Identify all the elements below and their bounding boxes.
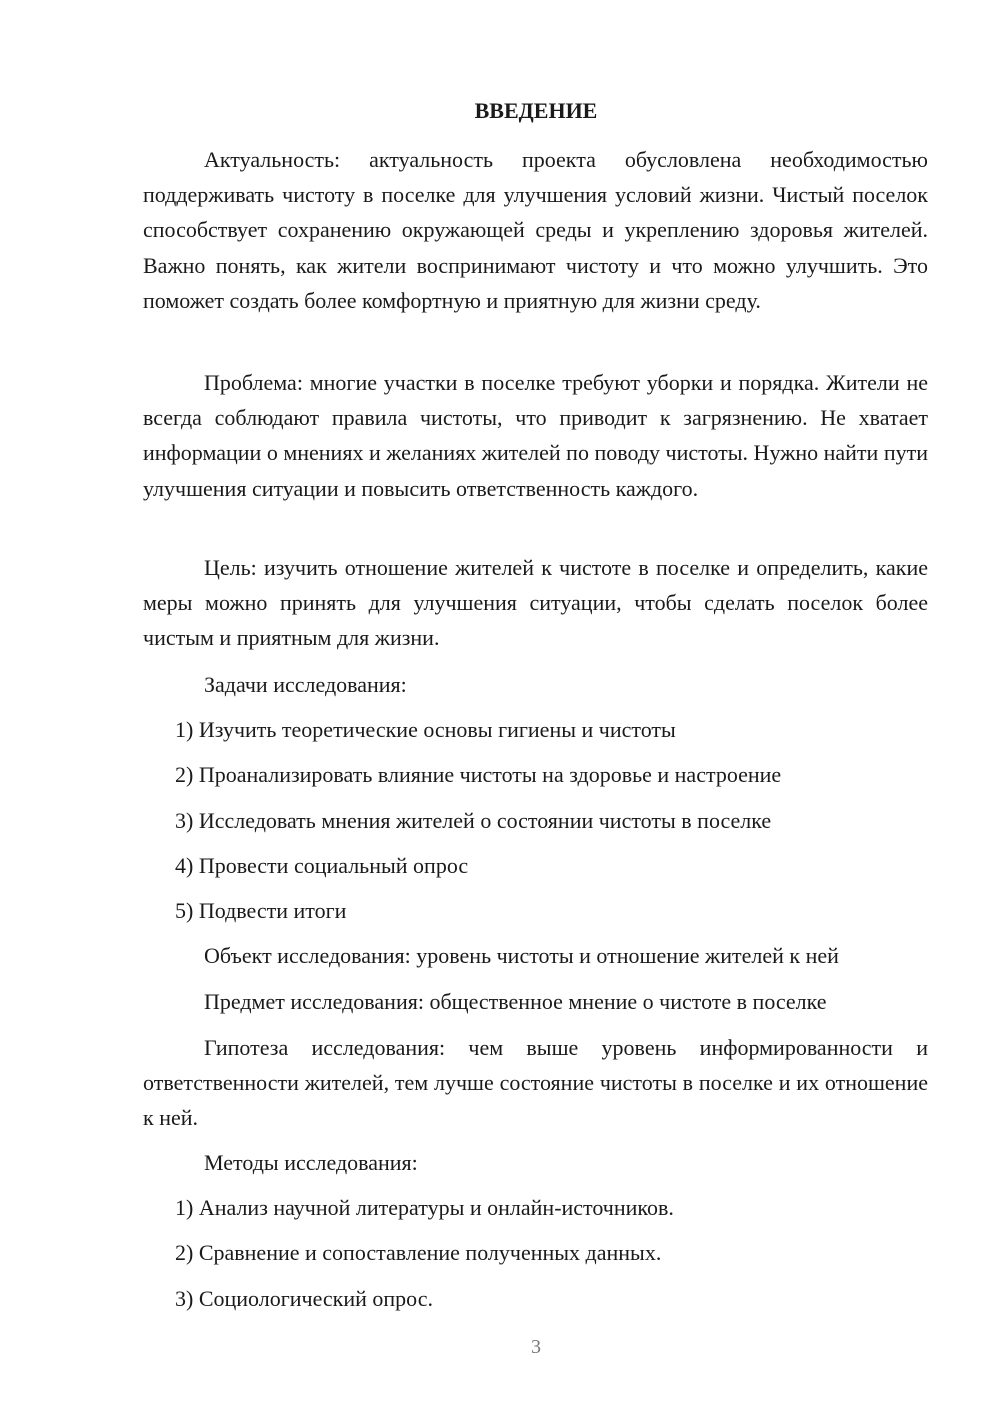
task-item: 1) Изучить теоретические основы гигиены и чистоты	[175, 717, 676, 742]
task-item: 2) Проанализировать влияние чистоты на здоровье и настроение	[175, 762, 782, 787]
tasks-heading: Задачи исследования:	[204, 672, 407, 697]
relevance-paragraph: Актуальность: актуальность проекта обусловлена необходимостью поддерживать чистоту в поселке для улучшения условий жизни. Чистый поселок способствует сохранению окружающей среды и укреплению здоровья жителей. Важно понять, как жители воспринимают чистоту и что можно улучшить. Это поможет создать более комфортную и приятную для жизни среду.	[143, 147, 928, 313]
research-object: Объект исследования: уровень чистоты и отношение жителей к ней	[204, 943, 839, 968]
page-title: ВВЕДЕНИЕ	[474, 98, 598, 123]
task-item: 3) Исследовать мнения жителей о состоянии чистоты в поселке	[175, 808, 772, 833]
page-number: 3	[531, 1336, 541, 1358]
problem-paragraph: Проблема: многие участки в поселке требуют уборки и порядка. Жители не всегда соблюдают правила чистоты, что приводит к загрязнению. Не хватает информации о мнениях и желаниях жителей по поводу чистоты. Нужно найти пути улучшения ситуации и повысить ответственность каждого.	[143, 370, 928, 501]
goal-paragraph: Цель: изучить отношение жителей к чистоте в поселке и определить, какие меры можно принять для улучшения ситуации, чтобы сделать поселок более чистым и приятным для жизни.	[143, 555, 928, 651]
task-item: 4) Провести социальный опрос	[175, 853, 469, 878]
research-subject: Предмет исследования: общественное мнение о чистоте в поселке	[204, 989, 827, 1014]
method-item: 1) Анализ научной литературы и онлайн-источников.	[175, 1195, 674, 1220]
method-item: 2) Сравнение и сопоставление полученных данных.	[175, 1240, 662, 1265]
hypothesis-paragraph: Гипотеза исследования: чем выше уровень информированности и ответственности жителей, тем лучше состояние чистоты в поселке и их отношение к ней.	[143, 1035, 928, 1131]
method-item: 3) Социологический опрос.	[175, 1286, 433, 1311]
task-item: 5) Подвести итоги	[175, 898, 347, 923]
methods-heading: Методы исследования:	[204, 1150, 418, 1175]
